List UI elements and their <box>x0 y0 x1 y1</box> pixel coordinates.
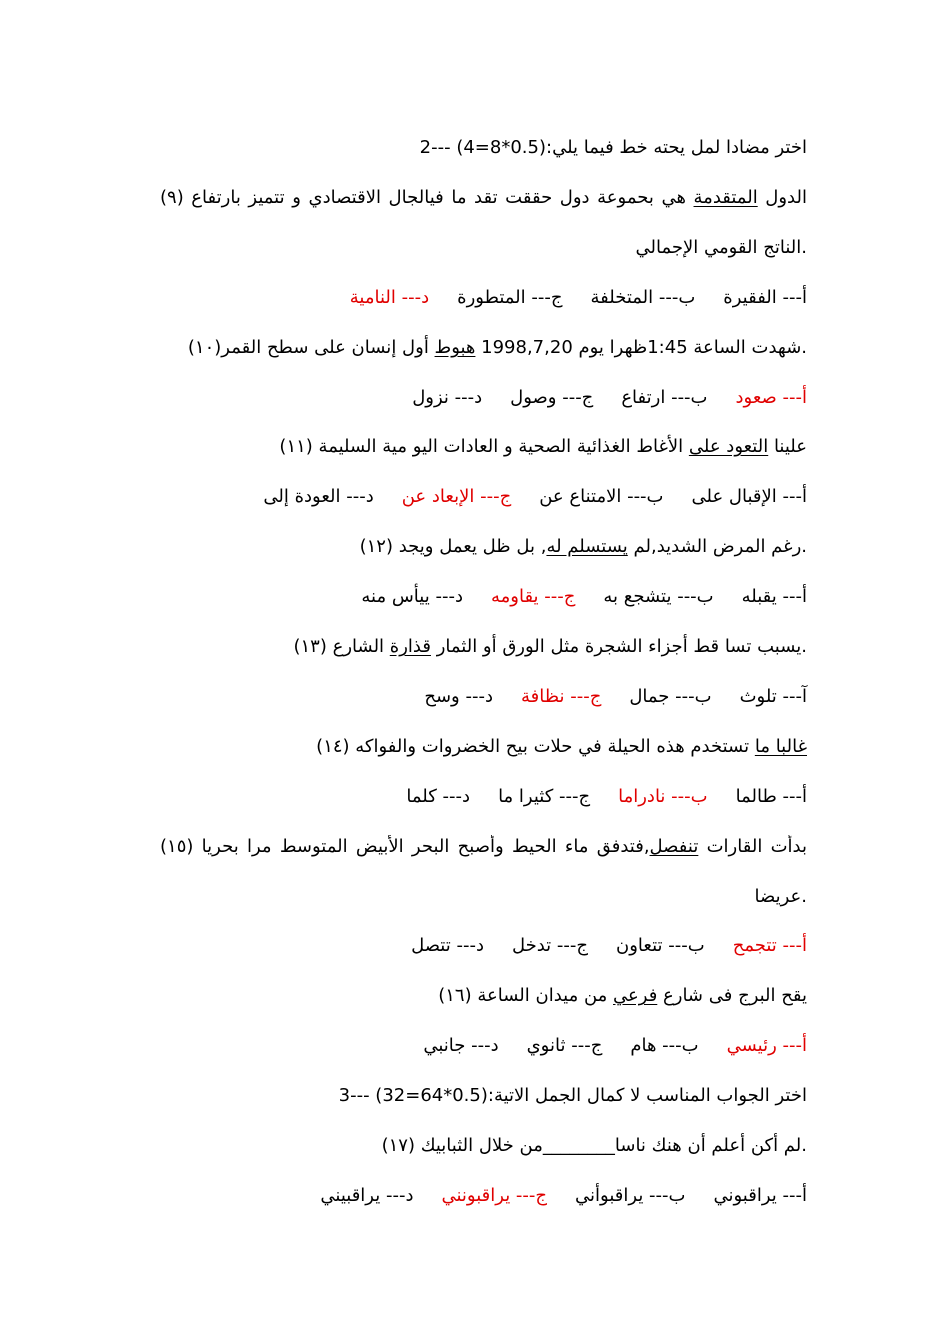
underlined-word: فرعي <box>613 985 658 1006</box>
question-line <box>635 236 807 260</box>
line-text: .لم أكن أعلم أن هنك ناسا <box>614 1135 807 1156</box>
answer-option: ج--- ثانوي <box>526 1035 603 1056</box>
answer-option: د--- العودة إلى <box>263 486 374 507</box>
answer-options-row <box>361 585 807 609</box>
line-text: يقح البرج فى شارع <box>657 985 807 1006</box>
answer-options-row <box>424 685 807 709</box>
line-text: .شهدت الساعة 1:45ظهرا يوم 1998,7,20 <box>475 337 807 358</box>
answer-option: ب--- المتخلفة <box>590 287 696 308</box>
correct-answer-option: ج--- يراقبونني <box>441 1185 548 1206</box>
line-text: الأغاط الغذائية الصحية و العادات اليو مية السليمة (١١) <box>279 436 689 457</box>
line-text: تستخدم هذه الحيلة في حلات بيح الخضروات والفواكه (١٤) <box>316 736 755 757</box>
question-line <box>160 835 807 859</box>
underlined-word: تنفصل <box>649 836 699 857</box>
correct-answer-option: أ--- رئيسي <box>726 1035 807 1056</box>
answer-option: أ--- الفقيرة <box>723 287 807 308</box>
correct-answer-option: ج--- الإبعاد عن <box>401 486 512 507</box>
correct-answer-option: ج--- يقاومه <box>490 586 576 607</box>
line-text: أول إنسان على سطح القمر(١٠) <box>187 337 435 358</box>
line-text: .عريضا <box>754 886 807 907</box>
underlined-word: هبوط <box>434 337 476 358</box>
answer-option: ج--- كثيرا ما <box>498 786 591 807</box>
answer-options-row <box>411 934 807 958</box>
question-line <box>420 136 807 160</box>
line-text: اختر مضادا لمل يحته خط فيما يلي:(0.5*8=4) ---2 <box>419 137 807 158</box>
correct-answer-option: أ--- تتجمح <box>732 935 807 956</box>
question-line <box>188 336 807 360</box>
line-text: ,فتدفق ماء الحيط وأصبح البحر الأبيض المتوسط مرا بحريا (١٥) <box>160 836 650 857</box>
question-line <box>160 186 807 210</box>
answer-option: ب--- الامتناع عن <box>539 486 664 507</box>
answer-option: د--- كلما <box>406 786 471 807</box>
correct-answer-option: د--- النامية <box>349 287 430 308</box>
answer-option: ب--- يتشجع به <box>603 586 714 607</box>
line-text: .الناتج القومي الإجمالي <box>635 237 807 258</box>
question-line <box>382 1134 807 1158</box>
answer-option: أ--- الإقبال على <box>691 486 807 507</box>
question-line <box>339 1084 807 1108</box>
underlined-word: يستسلم له <box>546 536 628 557</box>
line-text: من ميدان الساعة (١٦) <box>438 985 614 1006</box>
answer-option: ج--- المتطورة <box>457 287 563 308</box>
answer-options-row <box>406 785 807 809</box>
line-text: هي بحموعة دول حققت تقد ما فيالجال الاقتصادي و تتميز بارتفاع (٩) <box>160 187 694 208</box>
answer-option: أ--- يقبله <box>741 586 807 607</box>
answer-option: ج--- وصول <box>510 387 594 408</box>
question-line <box>755 885 808 909</box>
answer-options-row <box>350 286 807 310</box>
correct-answer-option: ج--- نظافة <box>520 686 602 707</box>
answer-option: أ--- يراقبوني <box>713 1185 807 1206</box>
underlined-word: غالبا ما <box>754 736 807 757</box>
line-text: اختر الجواب المناسب لا كمال الجمل الاتية:(0.5*64=32) ---3 <box>338 1085 807 1106</box>
underlined-word: التعود على <box>688 436 769 457</box>
underlined-word: المتقدمة <box>693 187 758 208</box>
answer-option: أ--- طالما <box>735 786 807 807</box>
answer-option: ب--- جمال <box>629 686 712 707</box>
underlined-word: قذارة <box>389 636 431 657</box>
line-text: .يسبب تسا قط أجزاء الشجرة مثل الورق أو الثمار <box>430 636 807 657</box>
line-text: الشارع (١٣) <box>293 636 390 657</box>
line-text: بدأت القارات <box>698 836 807 857</box>
answer-option: د--- يراقبيني <box>320 1185 414 1206</box>
line-text: .رغم المرض الشديد,لم <box>627 536 807 557</box>
question-line <box>438 984 807 1008</box>
answer-option: ب--- تتعاون <box>616 935 705 956</box>
correct-answer-option: أ--- صعود <box>735 387 807 408</box>
question-line <box>316 735 807 759</box>
answer-option: د--- نزول <box>412 387 483 408</box>
answer-option: د--- تتصل <box>411 935 484 956</box>
line-text: الدول <box>757 187 807 208</box>
line-text: من خلال الثبابيك (١٧) <box>381 1135 543 1156</box>
correct-answer-option: ب--- نادراما <box>618 786 708 807</box>
question-line <box>279 435 807 459</box>
answer-option: ب--- ارتفاع <box>621 387 708 408</box>
answer-option: ج--- تدخل <box>511 935 589 956</box>
answer-options-row <box>320 1184 807 1208</box>
answer-options-row <box>412 386 807 410</box>
line-text: ________ <box>542 1135 615 1156</box>
answer-option: د--- وسح <box>424 686 493 707</box>
line-text: علينا <box>768 436 807 457</box>
answer-option: ب--- هام <box>630 1035 699 1056</box>
answer-option: ب--- يراقبوأني <box>575 1185 686 1206</box>
answer-option: د--- ييأس منه <box>361 586 463 607</box>
question-line <box>293 635 807 659</box>
question-line <box>360 535 807 559</box>
line-text: , بل ظل يعمل ويجد (١٢) <box>359 536 547 557</box>
answer-option: د--- جانبي <box>423 1035 499 1056</box>
answer-option: آ--- تلوث <box>739 686 807 707</box>
answer-options-row <box>263 485 807 509</box>
answer-options-row <box>423 1034 807 1058</box>
